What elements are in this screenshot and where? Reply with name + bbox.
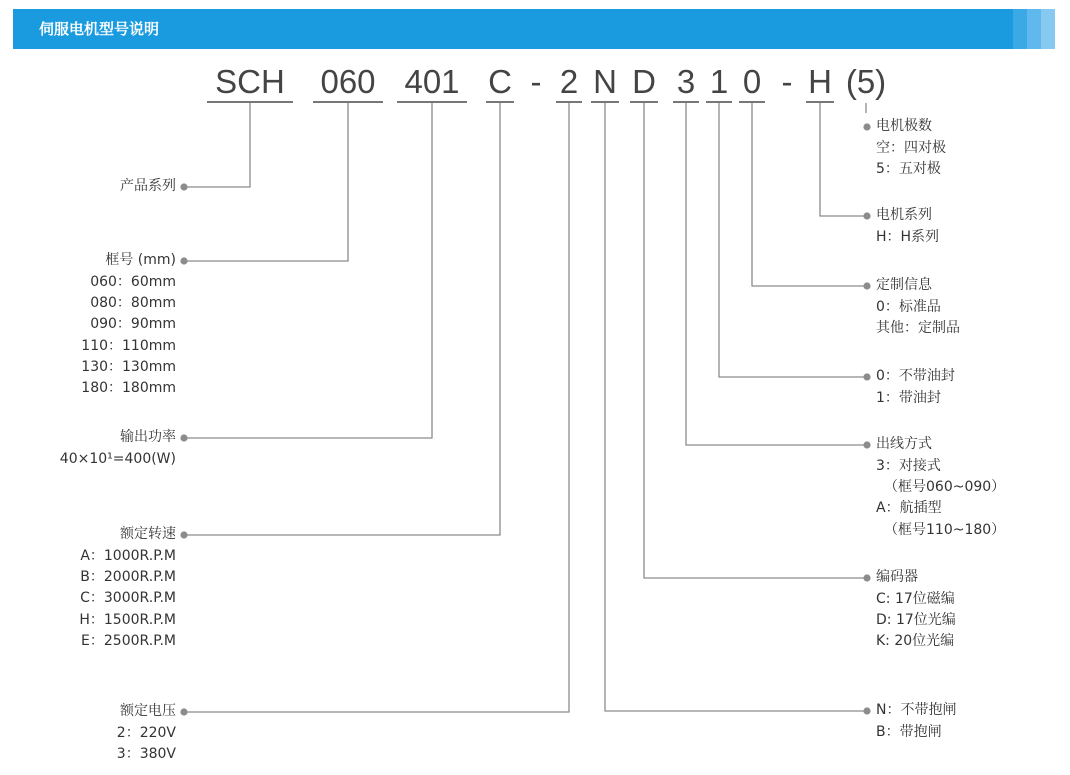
connector-dot [863, 373, 870, 380]
model-code-segment: (5) [845, 63, 887, 100]
left-group-item: B：2000R.P.M [80, 568, 176, 585]
right-group-title: N：不带抱闸 [876, 702, 957, 719]
model-code-segment: 2 [559, 63, 579, 100]
right-group-title: 0：不带油封 [876, 368, 955, 385]
model-code-segment: SCH [215, 63, 285, 100]
connector-line [752, 103, 867, 286]
model-code-segment: 060 [320, 63, 376, 100]
connector-dot [180, 434, 187, 441]
model-code-underline [486, 101, 514, 103]
left-group-title: 额定转速 [120, 526, 176, 543]
right-group-title: 电机极数 [876, 118, 932, 135]
left-group-title: 框号 (mm) [105, 252, 176, 269]
right-group-item: 1：带油封 [876, 389, 941, 406]
model-code-segment: 0 [742, 63, 762, 100]
left-group-item: C：3000R.P.M [80, 590, 176, 607]
connector-line [184, 103, 569, 712]
right-group-item: （框号110~180） [884, 521, 1006, 538]
left-group-title: 额定电压 [120, 703, 176, 720]
right-group-item: 5：五对极 [876, 160, 941, 177]
connector-line [719, 103, 867, 377]
right-group-item: 其他：定制品 [876, 319, 960, 336]
connector-dot [863, 574, 870, 581]
model-code-segment: 3 [676, 63, 696, 100]
right-group-item: 空：四对极 [876, 139, 946, 156]
right-group-item: D: 17位光编 [876, 611, 956, 628]
left-group-item: A：1000R.P.M [80, 547, 176, 564]
right-group-item: C: 17位磁编 [876, 590, 955, 607]
model-code-segment: 1 [709, 63, 729, 100]
right-group-title: 出线方式 [876, 436, 932, 453]
left-group-title: 输出功率 [120, 429, 176, 446]
connector-line [184, 103, 500, 535]
model-code-segment: D [632, 63, 656, 100]
model-code-underline [806, 101, 834, 103]
left-group-item: 180：180mm [81, 380, 176, 397]
model-code-underline [556, 101, 582, 103]
connector-dot [180, 257, 187, 264]
right-group-item: A：航插型 [876, 500, 942, 517]
model-code-segment: - [530, 63, 542, 100]
connector-line [184, 103, 348, 261]
right-group-title: 定制信息 [876, 277, 932, 294]
model-code-underline [591, 101, 619, 103]
left-group-item: H：1500R.P.M [79, 611, 176, 628]
connector-dot [863, 707, 870, 714]
model-code-underline [207, 101, 293, 103]
connector-dot [863, 212, 870, 219]
page-title: 伺服电机型号说明 [39, 20, 160, 38]
model-code-segment: - [781, 63, 793, 100]
right-group-title: 编码器 [876, 569, 918, 586]
left-group-item: 2：220V [116, 724, 176, 741]
connector-dot [180, 708, 187, 715]
right-group-item: 3：对接式 [876, 457, 941, 474]
connector-line [184, 103, 432, 438]
left-group-item: E：2500R.P.M [81, 632, 176, 649]
model-code-underline [313, 101, 383, 103]
connector-dot [863, 123, 870, 130]
connector-line [184, 103, 250, 187]
connector-dot [180, 531, 187, 538]
connector-dot [863, 282, 870, 289]
left-group-item: 130：130mm [81, 358, 176, 375]
connector-line [686, 103, 867, 445]
left-group-item: 080：80mm [90, 294, 176, 311]
connector-line [644, 103, 867, 578]
right-group-item: K: 20位光编 [876, 633, 955, 650]
model-code-underline [630, 101, 658, 103]
right-group-item: H：H系列 [876, 228, 940, 245]
right-group-item: 0：标准品 [876, 298, 941, 315]
model-code-underline [706, 101, 732, 103]
model-code-underline [397, 101, 467, 103]
right-group-item: （框号060~090） [884, 478, 1006, 495]
connector-dot [863, 441, 870, 448]
right-group-title: 电机系列 [876, 207, 932, 224]
left-group-item: 060：60mm [90, 273, 176, 290]
model-code-segment: 401 [404, 63, 460, 100]
left-group-title: 产品系列 [120, 178, 176, 195]
model-code-segment: N [593, 63, 617, 100]
connector-line [820, 103, 867, 216]
left-group-item: 40×10¹=400(W) [59, 450, 176, 467]
left-group-item: 3：380V [116, 745, 176, 762]
model-code-segment: C [488, 63, 512, 100]
connector-dot [180, 183, 187, 190]
model-code-underline [739, 101, 765, 103]
left-group-item: 090：90mm [90, 316, 176, 333]
left-group-item: 110：110mm [81, 337, 176, 354]
model-code-underline [673, 101, 699, 103]
right-group-item: B：带抱闸 [876, 723, 942, 740]
model-code-segment: H [808, 63, 832, 100]
